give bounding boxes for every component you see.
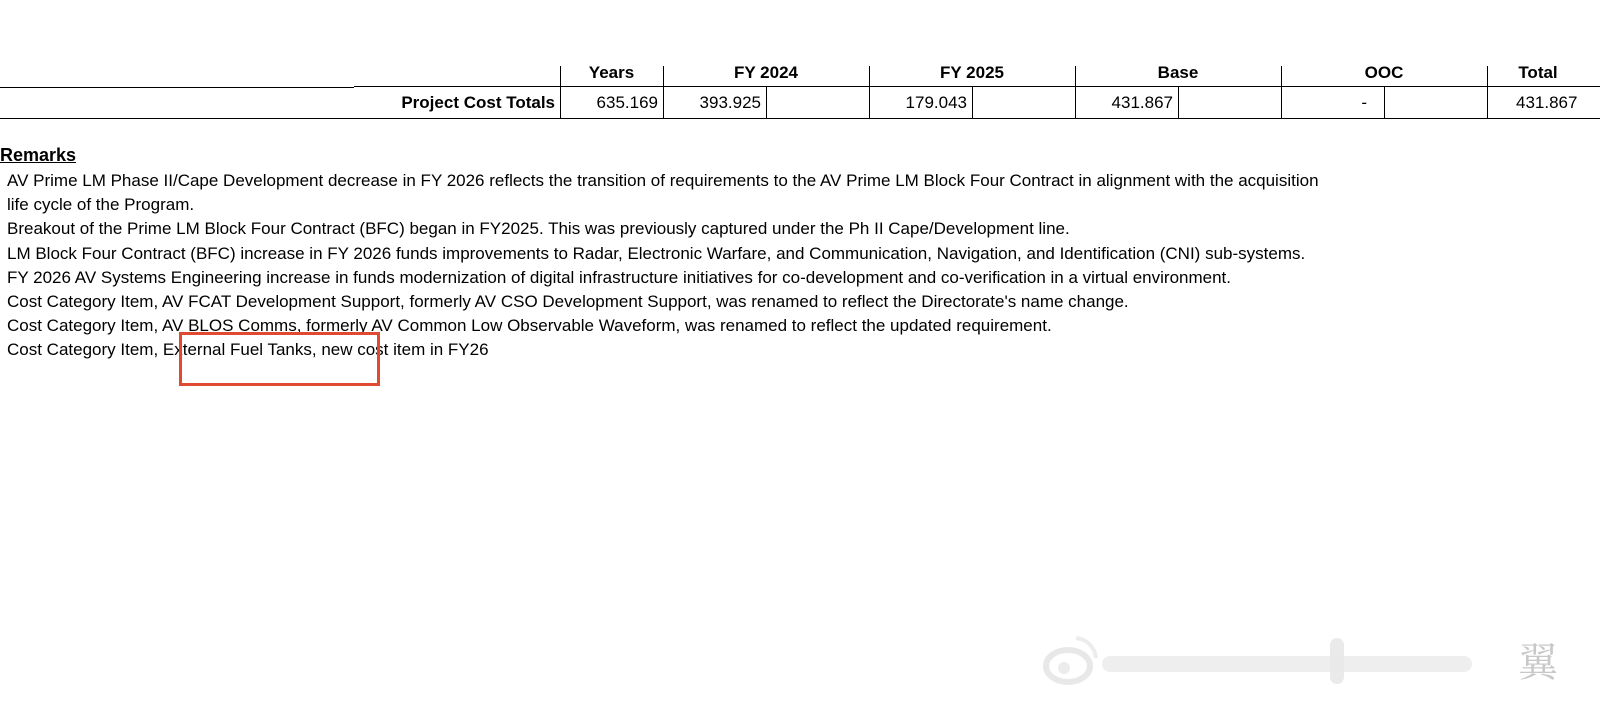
- weibo-logo-icon: [1046, 638, 1096, 682]
- cell-fy2024: 393.925: [699, 93, 761, 112]
- header-base: Base: [1157, 63, 1199, 82]
- row-label-project-cost-totals: Project Cost Totals: [401, 93, 555, 112]
- remark-line: FY 2026 AV Systems Engineering increase in funds modernization of digital infrastructure initiatives for co-development and co-verification in a virtual environment.: [7, 267, 1231, 287]
- header-sep: [1281, 66, 1282, 86]
- cell-fy2025: 179.043: [905, 93, 967, 112]
- remark-line: life cycle of the Program.: [7, 195, 195, 215]
- header-sep: [869, 66, 870, 86]
- cell-sep: [972, 87, 973, 118]
- header-sep: [560, 66, 561, 86]
- cell-total: 431.867: [1516, 93, 1578, 112]
- header-sep: [663, 66, 664, 86]
- cell-sep: [1384, 87, 1385, 118]
- remark-line: Cost Category Item, External Fuel Tanks, new cost item in FY26: [7, 340, 489, 360]
- cell-sep: [766, 87, 767, 118]
- cell-sep: [1178, 87, 1179, 118]
- watermark-glyph: 翼: [1518, 640, 1558, 686]
- remark-line: LM Block Four Contract (BFC) increase in FY 2026 funds improvements to Radar, Electronic Warfare, and Communication, Navigation, and Identification (CNI) sub-systems.: [7, 243, 1306, 263]
- table-rule-top-left: [0, 87, 354, 88]
- header-fy2024: FY 2024: [734, 63, 798, 82]
- table-rule-header-bottom: [354, 86, 1600, 87]
- watermark: [1040, 630, 1560, 690]
- remark-line: Cost Category Item, AV FCAT Development Support, formerly AV CSO Development Support, was renamed to reflect the Directorate's name change.: [7, 291, 1129, 311]
- cell-years: 635.169: [596, 93, 658, 112]
- header-ooc: OOC: [1364, 63, 1404, 82]
- remarks-heading: Remarks: [0, 145, 77, 165]
- header-sep: [1487, 66, 1488, 86]
- remark-line: Cost Category Item, AV BLOS Comms, formerly AV Common Low Observable Waveform, was renamed to reflect the updated requirement.: [7, 316, 1052, 336]
- header-fy2025: FY 2025: [940, 63, 1004, 82]
- table-rule-bottom: [0, 118, 1600, 119]
- cell-sep: [1487, 87, 1488, 118]
- cell-ooc: -: [1361, 93, 1367, 112]
- watermark-bar: [1102, 656, 1472, 672]
- header-sep: [1075, 66, 1076, 86]
- cell-base: 431.867: [1111, 93, 1173, 112]
- remark-line: AV Prime LM Phase II/Cape Development decrease in FY 2026 reflects the transition of requirements to the AV Prime LM Block Four Contract in alignment with the acquisition: [7, 171, 1319, 190]
- header-total: Total: [1518, 63, 1558, 82]
- header-years: Years: [588, 63, 635, 82]
- watermark-bar: [1330, 638, 1344, 684]
- remark-line: Breakout of the Prime LM Block Four Contract (BFC) began in FY2025. This was previously captured under the Ph II Cape/Development line.: [7, 219, 1070, 239]
- highlight-box: [179, 332, 380, 386]
